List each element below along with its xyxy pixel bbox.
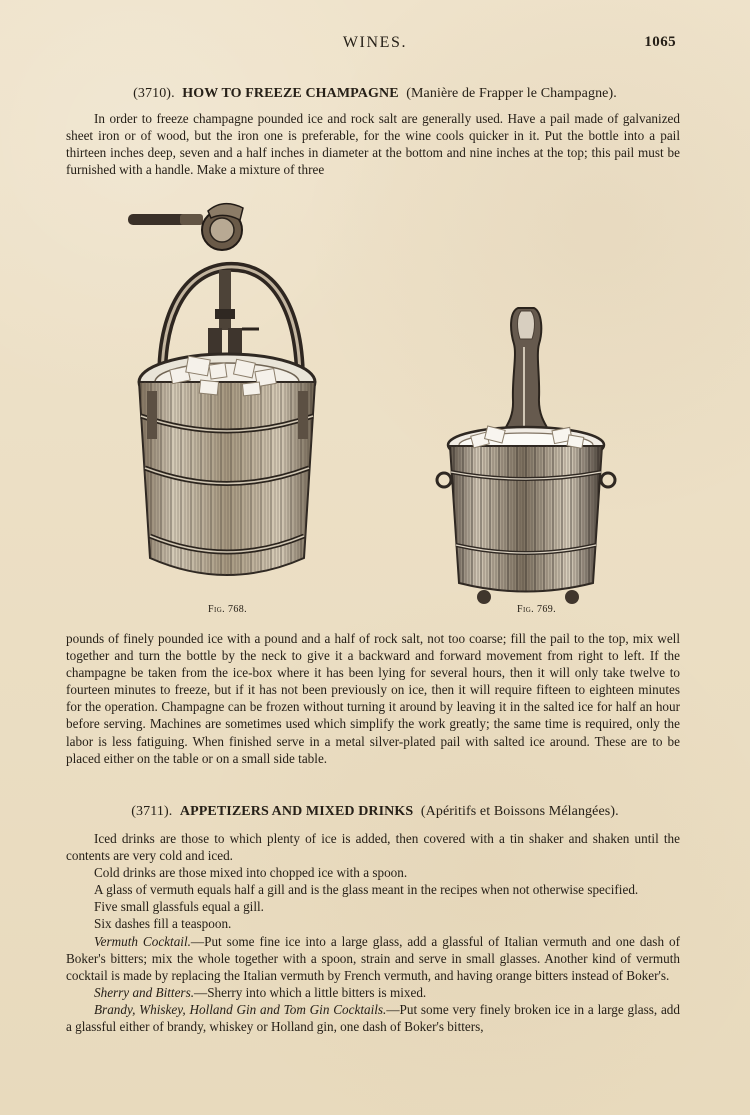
section-3710-continuation (66, 630, 680, 767)
brandy-cocktails-title: Brandy, Whiskey, Holland Gin and Tom Gin Cocktails. (94, 1001, 387, 1017)
brandy-cocktails-text: —Put some very finely broken ice in a large glass, add a glassful either of brandy, whiskey or Holland gin, one dash of Boker's bitters, (66, 1001, 680, 1035)
section-subtitle-3711: (Apéritifs et Boissons Mélangées). (420, 804, 619, 819)
section-3711-line-2: Cold drinks are those mixed into chopped ice with a spoon. (94, 865, 408, 881)
brandy-cocktails-paragraph (66, 1001, 680, 1035)
page-header (0, 34, 750, 56)
crank-arm (128, 204, 243, 250)
section-title-3710: HOW TO FREEZE CHAMPAGNE (182, 86, 399, 101)
section-3711-line-1: Iced drinks are those to which plenty of ice is added, then covered with a tin shaker and shaken until the contents are very cold and iced. (66, 831, 680, 864)
sherry-bitters-title: Sherry and Bitters. (94, 984, 194, 1000)
vermuth-cocktail-title: Vermuth Cocktail. (94, 933, 191, 949)
bucket-body (448, 427, 604, 592)
champagne-bottle (496, 308, 557, 446)
pail-body (139, 354, 315, 575)
sherry-bitters-text: —Sherry into which a little bitters is mixed. (194, 984, 427, 1000)
figure-768 (120, 198, 335, 608)
section-number-3711: (3711). (131, 804, 173, 819)
figure-769 (426, 300, 626, 608)
section-3711-line-5: Six dashes fill a teaspoon. (94, 916, 232, 932)
section-3710-paragraph-2: pounds of finely pounded ice with a pound and a half of rock salt, not too coarse; fill the pail to the top, mix well together and turn the bottle by the neck to give it a backward and forward movement from right to left. If the champagne be taken from the ice-box where it has been lying for several hours, then it will only take twelve to fourteen minutes to freeze, but if it has not been previously on ice, then it will require fifteen to eighteen minutes for the operation. Champagne can be frozen without turning it around by leaving it in the salted ice for half an hour before serving. Machines are sometimes used which simplify the work greatly; the same time is required, only the labor is less fatiguing. When finished serve in a metal silver-plated pail with salted ice around. These are to be placed either on the table or on a small side table. (66, 631, 680, 766)
section-heading-3711 (0, 803, 750, 821)
section-3710-intro (66, 110, 680, 178)
vermuth-cocktail-paragraph (66, 933, 680, 984)
figure-769-caption: Fig. 769. (517, 604, 557, 615)
section-title-3711: APPETIZERS AND MIXED DRINKS (179, 804, 414, 819)
section-3711-line-4: Five small glassfuls equal a gill. (94, 899, 264, 915)
section-number-3710: (3710). (133, 86, 175, 101)
section-heading-3710 (0, 85, 750, 103)
champagne-bucket-illustration (426, 300, 626, 608)
sherry-bitters-paragraph (66, 984, 680, 1001)
vermuth-cocktail-text: —Put some fine ice into a large glass, add a glassful of Italian vermuth and one dash of Boker's bitters; mix the whole together with a spoon, strain and serve in small glasses. Another kind of vermuth cocktail is made by replacing the Italian vermuth by French vermuth, and having orange bitters instead of Boker's. (66, 933, 681, 983)
section-3711-body (66, 830, 680, 1035)
running-head: WINES. (342, 34, 408, 51)
section-3711-line-3: A glass of vermuth equals half a gill and is the glass meant in the recipes when not otherwise specified. (94, 882, 639, 898)
figure-768-caption: Fig. 768. (208, 604, 248, 615)
section-3710-paragraph-1: In order to freeze champagne pounded ice and rock salt are generally used. Have a pail made of galvanized sheet iron or of wood, but the iron one is preferable, for the wine cools quicker in it. Put the bottle into a pail thirteen inches deep, seven and a half inches in diameter at the bottom and nine inches at the top; this pail must be furnished with a handle. Make a mixture of three (66, 111, 680, 178)
section-subtitle-3710: (Manière de Frapper le Champagne). (406, 86, 617, 101)
ice-pail-crank-illustration (120, 198, 335, 608)
page-number: 1065 (644, 34, 676, 50)
